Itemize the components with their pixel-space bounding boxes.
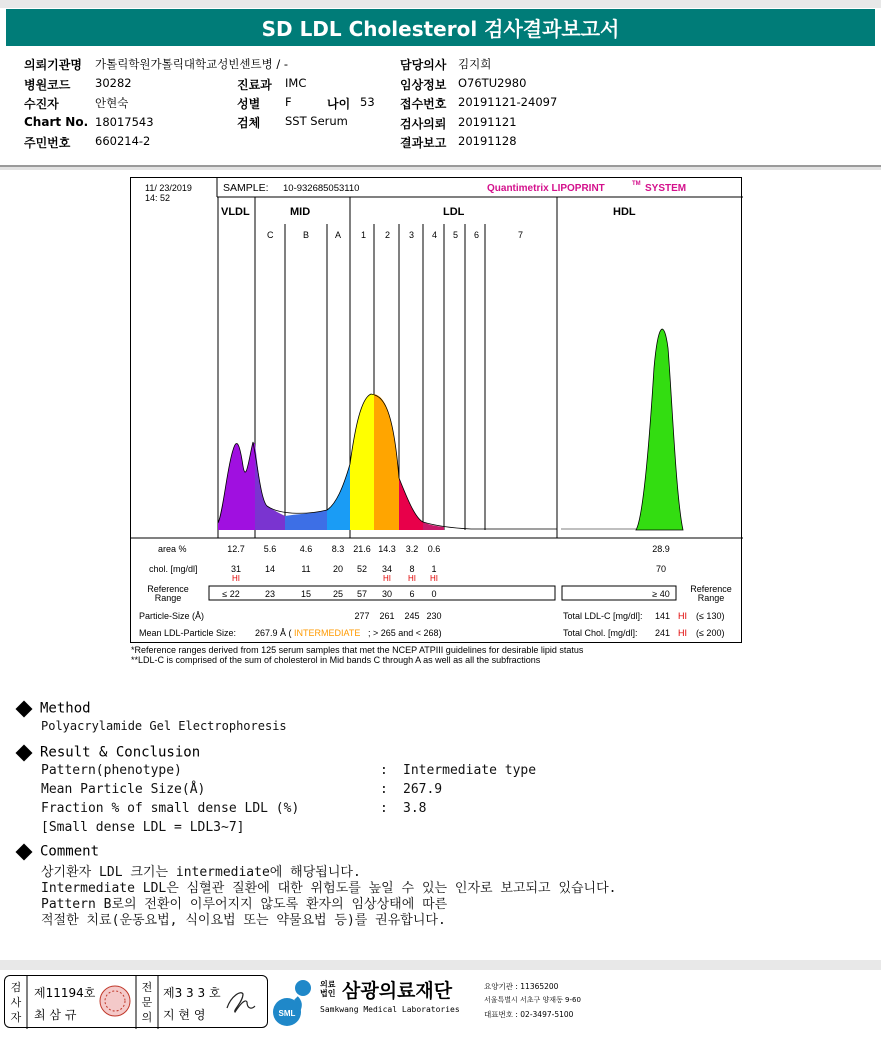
system-suffix: SYSTEM	[645, 183, 687, 194]
area-value: 14.3	[378, 544, 396, 554]
area-value: 3.2	[405, 544, 419, 554]
particle-size-value: 230	[426, 611, 442, 621]
patient-value: 안현숙	[95, 96, 129, 110]
ref-value: 6	[409, 589, 415, 599]
total-chol-value: 241	[655, 628, 671, 638]
specialist-vertical-label	[140, 980, 154, 1025]
comment-line: Pattern B로의 전환이 이루어지지 않도록 환자의 임상상태에 따른	[41, 897, 448, 912]
ref-range-label-left-2: Range	[154, 593, 182, 603]
doctor-value: 김지희	[458, 57, 492, 71]
comment-line: 적절한 치료(운동요법, 식이요법 또는 약물요법 등)를 권유합니다.	[41, 913, 446, 928]
sml-logo-icon	[272, 976, 318, 1028]
result-report-value: 20191128	[458, 134, 517, 148]
method-text: Polyacrylamide Gel Electrophoresis	[41, 719, 287, 733]
ref-value: ≤ 22	[222, 589, 240, 599]
patient-info	[0, 48, 881, 166]
resident-no-label: 주민번호	[24, 136, 71, 150]
ldl2-peak	[374, 394, 399, 530]
chart-time: 14: 52	[145, 193, 171, 203]
specialist-char: 전	[141, 981, 153, 994]
requesting-institution-value: 가톨릭학원가톨릭대학교성빈센트병 / -	[95, 57, 289, 71]
hi-flag: HI	[232, 574, 240, 583]
result-report-label: 결과보고	[400, 136, 447, 150]
reference-note-2: **LDL-C is comprised of the sum of cholesterol in Mid bands C through A as well as all the subfractions	[131, 655, 541, 665]
diamond-bullet-icon	[16, 744, 33, 761]
chol-value: 11	[301, 564, 311, 574]
electropherogram	[218, 329, 683, 530]
chart-no-value: 18017543	[95, 115, 154, 129]
signature-box	[4, 975, 268, 1028]
ref-range-label-right-1: Reference	[690, 584, 732, 594]
area-value: 4.6	[299, 544, 313, 554]
band-label-c: C	[267, 230, 274, 240]
group-vldl-label: VLDL	[221, 206, 250, 218]
receipt-no-value: 20191121-24097	[458, 95, 558, 109]
resident-no-value: 660214-2	[95, 134, 151, 148]
org-prefix-top: 의료	[320, 980, 336, 989]
report-title: SD LDL Cholesterol 검사결과보고서	[261, 17, 620, 41]
test-request-label: 검사의뢰	[400, 117, 447, 131]
result-row-value: 3.8	[403, 801, 427, 816]
particle-size-value: 245	[404, 611, 420, 621]
band-label-6: 6	[474, 230, 480, 240]
mean-ldl-value: 267.9 Å (	[255, 628, 292, 638]
sex-label: 성별	[237, 97, 261, 111]
lipoprint-chart-svg	[131, 178, 743, 644]
area-value: 0.6	[427, 544, 441, 554]
requesting-institution-label: 의뢰기관명	[24, 58, 82, 72]
receipt-no-label: 접수번호	[400, 97, 447, 111]
mean-ldl-label: Mean LDL-Particle Size:	[139, 628, 237, 638]
result-row-label: Pattern(phenotype)	[41, 763, 182, 778]
department-label: 진료과	[237, 78, 272, 92]
result-row-sep: :	[380, 763, 388, 778]
ldl1-peak	[350, 394, 374, 530]
area-row	[227, 544, 670, 554]
org-name: 삼광의료재단	[342, 980, 453, 1002]
org-prefix	[320, 980, 335, 998]
result-row-value: 267.9	[403, 782, 443, 797]
total-chol-ref: (≤ 200)	[696, 628, 725, 638]
diamond-bullet-icon	[16, 843, 33, 860]
handwritten-signature	[227, 993, 255, 1012]
total-ldl-hi: HI	[678, 611, 687, 621]
chol-row	[231, 564, 666, 574]
test-request-value: 20191121	[458, 115, 517, 129]
org-phone: 대표번호 : 02-3497-5100	[484, 1010, 574, 1019]
result-row-label: Mean Particle Size(Å)	[41, 782, 206, 797]
hospital-code-label: 병원코드	[24, 78, 71, 92]
footer-divider	[0, 960, 881, 970]
chol-value: 20	[332, 564, 344, 574]
top-border	[0, 0, 881, 8]
examiner-char: 사	[10, 996, 22, 1009]
total-ldl-label: Total LDL-C [mg/dl]:	[563, 611, 643, 621]
examiner-license: 제11194호	[34, 986, 96, 1000]
lipoprint-chart	[130, 177, 742, 643]
band-label-a: A	[335, 230, 342, 240]
examiner-char: 자	[10, 1011, 22, 1024]
vldl-peak	[218, 442, 255, 530]
examiner-name: 최 삼 규	[34, 1008, 77, 1022]
result-row-sep: :	[380, 782, 388, 797]
sample-label: SAMPLE:	[223, 182, 269, 194]
area-value: 12.7	[227, 544, 245, 554]
group-ldl-label: LDL	[443, 206, 465, 218]
reference-note-1: *Reference ranges derived from 125 serum samples that met the NCEP ATPIII guidelines for desirable lipid status	[131, 645, 584, 655]
band-label-b: B	[303, 230, 310, 240]
area-value: 5.6	[263, 544, 277, 554]
chol-value: 8	[409, 564, 415, 574]
ref-value: 30	[381, 589, 393, 599]
area-row-label: area %	[158, 544, 187, 554]
area-value: 21.6	[353, 544, 371, 554]
band-label-5: 5	[453, 230, 459, 240]
chol-value: 14	[264, 564, 276, 574]
result-note: [Small dense LDL = LDL3~7]	[41, 820, 245, 835]
comment-heading: Comment	[40, 843, 100, 860]
chol-value: 52	[356, 564, 368, 574]
result-heading: Result & Conclusion	[40, 744, 201, 761]
total-chol-hi: HI	[678, 628, 687, 638]
band-label-7: 7	[518, 230, 524, 240]
clinical-info-value: O76TU2980	[458, 76, 527, 90]
specialist-name: 지 현 영	[163, 1008, 206, 1022]
chol-value: 1	[431, 564, 437, 574]
band-label-2: 2	[385, 230, 391, 240]
mean-ldl-class: INTERMEDIATE	[294, 628, 361, 638]
hdl-peak	[636, 329, 683, 530]
ref-value: 23	[264, 589, 276, 599]
institution-code: 요양기관 : 11365200	[484, 982, 559, 991]
info-divider-shadow	[0, 167, 881, 170]
result-row-label: Fraction % of small dense LDL (%)	[41, 801, 300, 816]
clinical-info-label: 임상정보	[400, 78, 447, 92]
sample-id: 10-932685053110	[283, 183, 360, 194]
group-hdl-label: HDL	[613, 206, 636, 218]
particle-size-value: 261	[379, 611, 395, 621]
total-chol-label: Total Chol. [mg/dl]:	[563, 628, 638, 638]
reference-notes	[131, 645, 583, 665]
hospital-code-value: 30282	[95, 76, 132, 90]
doctor-label: 담당의사	[400, 58, 447, 72]
area-value: 8.3	[331, 544, 345, 554]
band-label-4: 4	[432, 230, 438, 240]
particle-size-value: 277	[354, 611, 370, 621]
method-heading: Method	[40, 700, 91, 717]
ref-row	[222, 589, 436, 599]
specialist-license: 제3 3 3 호	[163, 986, 221, 1000]
report-title-bar	[6, 9, 875, 46]
chol-value: 34	[381, 564, 393, 574]
chart-no-label: Chart No.	[24, 115, 89, 129]
chol-value: 31	[230, 564, 242, 574]
group-mid-label: MID	[290, 206, 311, 218]
patient-label: 수진자	[24, 97, 59, 111]
chart-date: 11/ 23/2019	[145, 183, 192, 193]
specialist-char: 문	[141, 996, 153, 1009]
hdl-ref-value: ≥ 40	[652, 589, 670, 599]
hi-flag: HI	[430, 574, 438, 583]
ref-range-label-right-2: Range	[697, 593, 725, 603]
result-section	[18, 742, 200, 761]
total-ldl-value: 141	[655, 611, 671, 621]
ref-value: 25	[332, 589, 344, 599]
comment-line: 상기환자 LDL 크기는 intermediate에 해당됩니다.	[41, 865, 361, 880]
org-english-name: Samkwang Medical Laboratories	[320, 1005, 460, 1014]
org-address: 서울특별시 서초구 양재동 9-60	[484, 996, 581, 1004]
result-row-value: Intermediate type	[403, 763, 537, 778]
band-label-3: 3	[409, 230, 415, 240]
result-row-sep: :	[380, 801, 388, 816]
comment-section	[18, 841, 99, 860]
diamond-bullet-icon	[16, 700, 33, 717]
hdl-chol-value: 70	[655, 564, 667, 574]
specialist-char: 의	[141, 1011, 153, 1024]
mid-c-peak	[255, 444, 285, 530]
sex-value: F	[285, 95, 292, 109]
org-prefix-bottom: 법인	[320, 989, 336, 998]
specimen-label: 검체	[237, 116, 261, 130]
particle-size-row	[354, 611, 441, 621]
sml-logo-text: SML	[278, 1009, 296, 1018]
system-brand: Quantimetrix LIPOPRINT	[487, 183, 605, 194]
examiner-char: 검	[10, 981, 22, 994]
ldl3-peak	[399, 478, 423, 530]
chol-row-label: chol. [mg/dl]	[149, 564, 198, 574]
system-tm: TM	[632, 181, 641, 187]
ref-range-label-left-1: Reference	[147, 584, 189, 594]
hdl-area-value: 28.9	[652, 544, 670, 554]
ref-value: 0	[431, 589, 437, 599]
age-label: 나이	[327, 97, 351, 111]
department-value: IMC	[285, 76, 307, 90]
age-value: 53	[360, 95, 375, 109]
total-ldl-ref: (≤ 130)	[696, 611, 725, 621]
ref-value: 57	[356, 589, 368, 599]
hi-flag: HI	[383, 574, 391, 583]
specimen-value: SST Serum	[285, 114, 348, 128]
ref-value: 15	[300, 589, 312, 599]
comment-line: Intermediate LDL은 심혈관 질환에 대한 위험도를 높일 수 있는 인자로 보고되고 있습니다.	[41, 881, 617, 896]
band-label-1: 1	[361, 230, 367, 240]
particle-size-label: Particle-Size (Å)	[139, 611, 205, 621]
method-section	[18, 698, 91, 717]
examiner-vertical-label	[9, 980, 23, 1025]
hi-flag: HI	[408, 574, 416, 583]
mean-ldl-tail: ; > 265 and < 268)	[368, 628, 442, 638]
hi-flags	[232, 574, 438, 583]
